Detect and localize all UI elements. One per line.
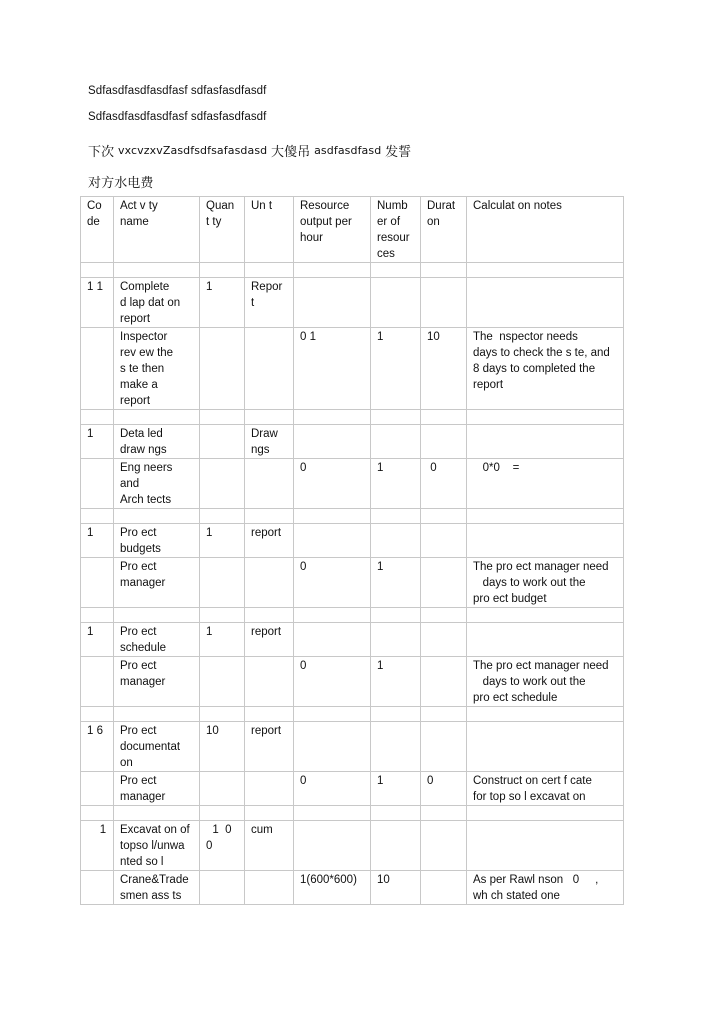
cell-unit	[245, 707, 294, 722]
cell-calculation-notes: The nspector needs days to check the s te, and 8 days to completed the report	[467, 328, 624, 410]
cell-quantity: 1	[200, 524, 245, 558]
cell-calculation-notes	[467, 821, 624, 871]
cell-number-of-resources: 10	[371, 871, 421, 905]
table-row	[81, 425, 624, 459]
cell-resource-output	[294, 608, 371, 623]
cell-quantity	[200, 509, 245, 524]
header-line-1: Sdfasdfasdfasdfasf sdfasfasdfasdf	[88, 85, 267, 97]
table-row	[81, 328, 624, 410]
table-spacer-row	[81, 509, 624, 524]
header-number-of-resources: Numb er of resour ces	[371, 197, 421, 263]
cell-activity-name: Pro ect documentat on	[114, 722, 200, 772]
line3-part-a: 下次	[88, 145, 115, 160]
cell-code: 1	[81, 524, 114, 558]
cell-duration	[421, 657, 467, 707]
line3-part-d: asdfasdfasd	[314, 144, 382, 157]
cell-resource-output: 1(600*600)	[294, 871, 371, 905]
table-spacer-row	[81, 806, 624, 821]
cell-code	[81, 608, 114, 623]
cell-activity-name	[114, 509, 200, 524]
cell-quantity	[200, 806, 245, 821]
cell-resource-output: 0	[294, 459, 371, 509]
cell-duration	[421, 410, 467, 425]
cell-number-of-resources	[371, 608, 421, 623]
cell-duration	[421, 425, 467, 459]
cell-unit: report	[245, 722, 294, 772]
cell-calculation-notes	[467, 263, 624, 278]
line3-part-c: 大傻吊	[271, 145, 311, 160]
cell-number-of-resources: 1	[371, 657, 421, 707]
cell-number-of-resources: 1	[371, 558, 421, 608]
table-body	[81, 263, 624, 905]
cell-code: 1	[81, 425, 114, 459]
cell-unit: cum	[245, 821, 294, 871]
cell-resource-output: 0	[294, 772, 371, 806]
header-resource-output: Resource output per hour	[294, 197, 371, 263]
header-activity-name: Act v ty name	[114, 197, 200, 263]
cell-duration: 10	[421, 328, 467, 410]
cell-duration	[421, 509, 467, 524]
cell-unit	[245, 608, 294, 623]
cell-duration	[421, 278, 467, 328]
cell-resource-output: 0	[294, 657, 371, 707]
cell-duration	[421, 558, 467, 608]
cell-activity-name: Excavat on of topso l/unwa nted so l	[114, 821, 200, 871]
cell-activity-name	[114, 410, 200, 425]
cell-number-of-resources	[371, 623, 421, 657]
line3-part-e: 发誓	[385, 145, 412, 160]
cell-unit	[245, 328, 294, 410]
cell-calculation-notes	[467, 707, 624, 722]
header-duration: Durat on	[421, 197, 467, 263]
cell-code	[81, 657, 114, 707]
cell-resource-output	[294, 278, 371, 328]
cell-activity-name: Complete d lap dat on report	[114, 278, 200, 328]
cell-quantity: 1	[200, 278, 245, 328]
cell-activity-name: Pro ect manager	[114, 772, 200, 806]
cell-number-of-resources: 1	[371, 772, 421, 806]
cell-duration	[421, 707, 467, 722]
cell-quantity	[200, 263, 245, 278]
cell-unit	[245, 410, 294, 425]
cell-calculation-notes: Construct on cert f cate for top so l excavat on	[467, 772, 624, 806]
cell-calculation-notes	[467, 425, 624, 459]
cell-number-of-resources	[371, 278, 421, 328]
table-spacer-row	[81, 263, 624, 278]
cell-unit	[245, 509, 294, 524]
cell-unit	[245, 263, 294, 278]
cell-duration	[421, 722, 467, 772]
cell-number-of-resources	[371, 722, 421, 772]
cell-quantity: 10	[200, 722, 245, 772]
line3-part-b: vxcvzxvZasdfsdfsafasdasd	[117, 144, 268, 157]
table-spacer-row	[81, 707, 624, 722]
cell-activity-name: Inspector rev ew the s te then make a report	[114, 328, 200, 410]
cell-calculation-notes: 0*0 =	[467, 459, 624, 509]
cell-resource-output	[294, 806, 371, 821]
cell-duration	[421, 821, 467, 871]
cell-code	[81, 772, 114, 806]
cell-resource-output: 0 1	[294, 328, 371, 410]
cell-activity-name: Pro ect manager	[114, 558, 200, 608]
table-row	[81, 772, 624, 806]
cell-resource-output	[294, 524, 371, 558]
cell-unit	[245, 806, 294, 821]
header-line-3	[88, 141, 411, 160]
activity-table	[80, 196, 624, 905]
cell-code	[81, 328, 114, 410]
cell-calculation-notes	[467, 509, 624, 524]
cell-code	[81, 410, 114, 425]
table-row	[81, 558, 624, 608]
cell-quantity	[200, 608, 245, 623]
header-calculation-notes: Calculat on notes	[467, 197, 624, 263]
cell-code	[81, 806, 114, 821]
table-row	[81, 278, 624, 328]
cell-number-of-resources: 1	[371, 328, 421, 410]
cell-quantity	[200, 459, 245, 509]
cell-number-of-resources	[371, 425, 421, 459]
header-line-2: Sdfasdfasdfasdfasf sdfasfasdfasdf	[88, 111, 267, 123]
cell-duration	[421, 623, 467, 657]
cell-activity-name: Pro ect budgets	[114, 524, 200, 558]
cell-code	[81, 263, 114, 278]
cell-code: 1 6	[81, 722, 114, 772]
cell-calculation-notes: The pro ect manager need days to work out the pro ect schedule	[467, 657, 624, 707]
cell-activity-name	[114, 806, 200, 821]
cell-activity-name	[114, 707, 200, 722]
cell-number-of-resources	[371, 524, 421, 558]
cell-unit	[245, 558, 294, 608]
cell-duration: 0	[421, 772, 467, 806]
cell-code: 1	[81, 821, 114, 871]
cell-activity-name: Pro ect manager	[114, 657, 200, 707]
cell-code	[81, 459, 114, 509]
cell-activity-name	[114, 263, 200, 278]
table-row	[81, 871, 624, 905]
cell-activity-name: Eng neers and Arch tects	[114, 459, 200, 509]
cell-resource-output: 0	[294, 558, 371, 608]
cell-calculation-notes	[467, 623, 624, 657]
cell-number-of-resources	[371, 821, 421, 871]
cell-calculation-notes: The pro ect manager need days to work out the pro ect budget	[467, 558, 624, 608]
cell-resource-output	[294, 509, 371, 524]
cell-code	[81, 871, 114, 905]
cell-activity-name: Pro ect schedule	[114, 623, 200, 657]
cell-code	[81, 558, 114, 608]
cell-calculation-notes	[467, 278, 624, 328]
cell-unit	[245, 657, 294, 707]
header-line-4: 对方水电费	[88, 176, 154, 191]
cell-number-of-resources	[371, 806, 421, 821]
cell-duration	[421, 608, 467, 623]
cell-calculation-notes	[467, 524, 624, 558]
cell-resource-output	[294, 425, 371, 459]
cell-resource-output	[294, 623, 371, 657]
cell-resource-output	[294, 410, 371, 425]
cell-number-of-resources	[371, 509, 421, 524]
cell-activity-name	[114, 608, 200, 623]
cell-quantity	[200, 410, 245, 425]
table-row	[81, 821, 624, 871]
cell-unit: Repor t	[245, 278, 294, 328]
cell-number-of-resources	[371, 263, 421, 278]
cell-number-of-resources	[371, 410, 421, 425]
cell-number-of-resources	[371, 707, 421, 722]
cell-quantity: 1	[200, 623, 245, 657]
cell-calculation-notes: As per Rawl nson 0 , wh ch stated one	[467, 871, 624, 905]
cell-resource-output	[294, 263, 371, 278]
cell-activity-name: Deta led draw ngs	[114, 425, 200, 459]
table-spacer-row	[81, 410, 624, 425]
cell-quantity	[200, 328, 245, 410]
cell-resource-output	[294, 707, 371, 722]
table-row	[81, 657, 624, 707]
cell-unit: report	[245, 623, 294, 657]
cell-calculation-notes	[467, 410, 624, 425]
table-row	[81, 623, 624, 657]
table-row	[81, 459, 624, 509]
cell-resource-output	[294, 821, 371, 871]
cell-duration	[421, 263, 467, 278]
cell-activity-name: Crane&Trade smen ass ts	[114, 871, 200, 905]
cell-quantity	[200, 707, 245, 722]
cell-quantity: 1 0 0	[200, 821, 245, 871]
cell-code: 1 1	[81, 278, 114, 328]
cell-duration	[421, 524, 467, 558]
header-code: Co de	[81, 197, 114, 263]
table-spacer-row	[81, 608, 624, 623]
cell-calculation-notes	[467, 608, 624, 623]
cell-calculation-notes	[467, 722, 624, 772]
cell-code: 1	[81, 623, 114, 657]
cell-code	[81, 509, 114, 524]
cell-quantity	[200, 657, 245, 707]
cell-code	[81, 707, 114, 722]
cell-resource-output	[294, 722, 371, 772]
table-row	[81, 722, 624, 772]
cell-unit	[245, 871, 294, 905]
header-unit: Un t	[245, 197, 294, 263]
table-header-row	[81, 197, 624, 263]
cell-unit	[245, 772, 294, 806]
cell-duration	[421, 806, 467, 821]
cell-quantity	[200, 425, 245, 459]
cell-duration	[421, 871, 467, 905]
cell-unit: report	[245, 524, 294, 558]
cell-quantity	[200, 558, 245, 608]
table-row	[81, 524, 624, 558]
cell-quantity	[200, 772, 245, 806]
cell-unit	[245, 459, 294, 509]
cell-number-of-resources: 1	[371, 459, 421, 509]
cell-calculation-notes	[467, 806, 624, 821]
cell-quantity	[200, 871, 245, 905]
header-quantity: Quan t ty	[200, 197, 245, 263]
cell-unit: Draw ngs	[245, 425, 294, 459]
cell-duration: 0	[421, 459, 467, 509]
